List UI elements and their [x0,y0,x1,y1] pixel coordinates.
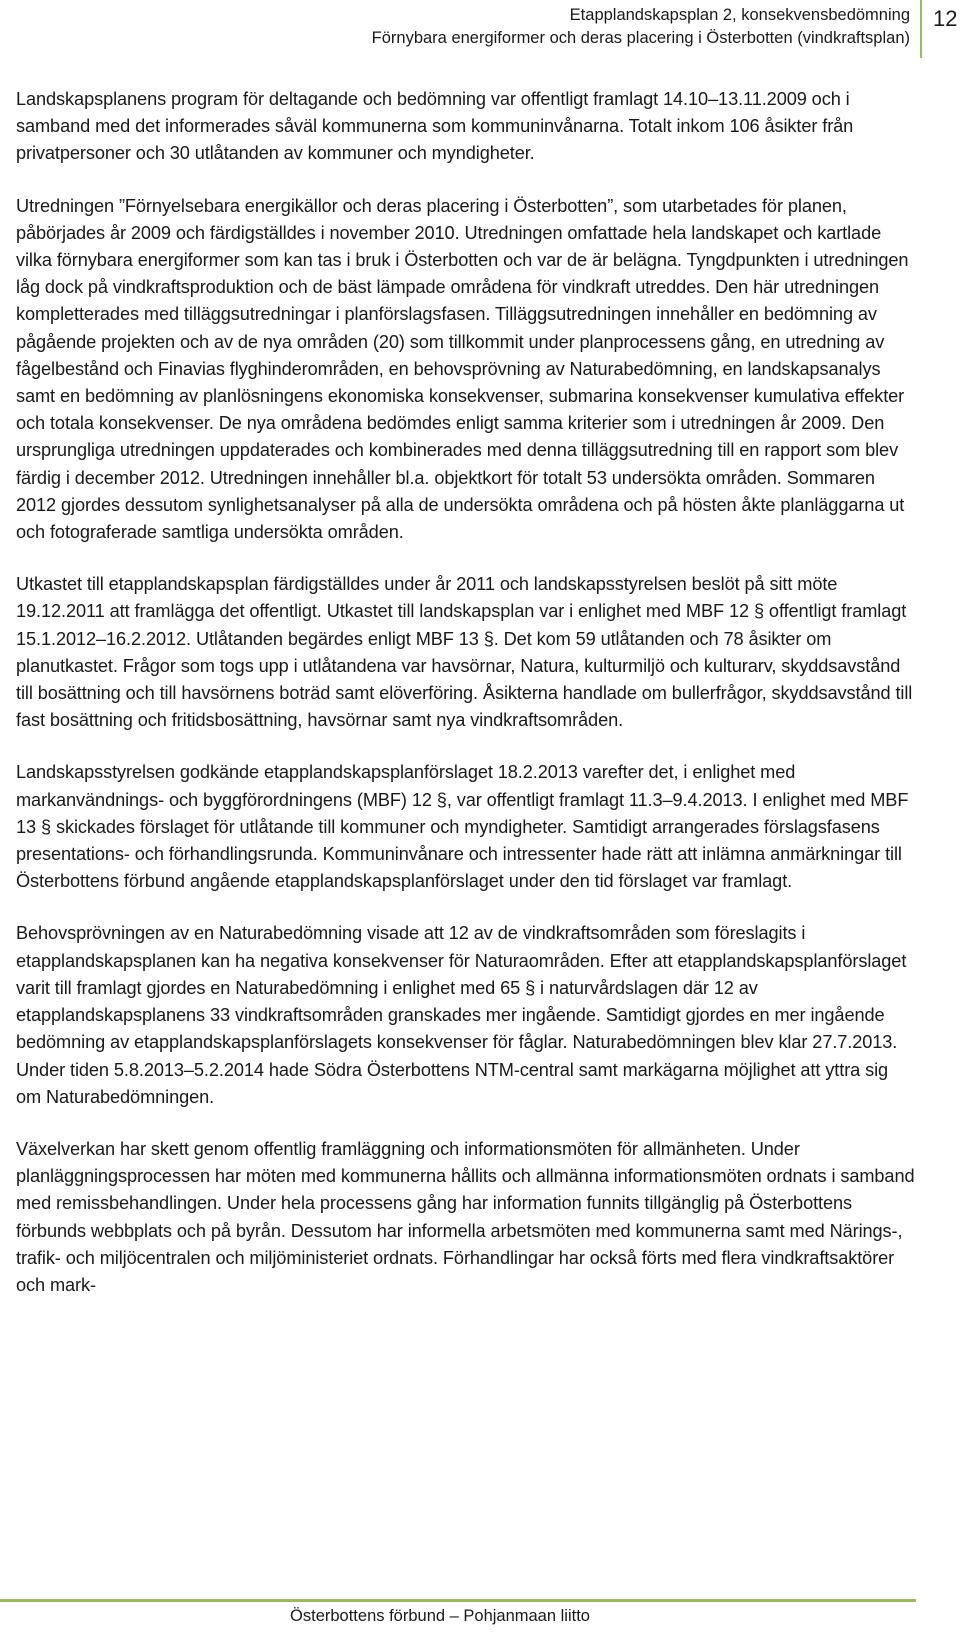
page-number: 12 [933,6,958,31]
header-title-line1: Etapplandskapsplan 2, konsekvensbedömning [569,6,910,24]
header-title-line2: Förnybara energiformer och deras placering i Österbotten (vindkraftsplan) [371,29,910,47]
footer-divider [0,1599,916,1602]
paragraph-utkastet: Utkastet till etapplandskapsplan färdigställdes under år 2011 och landskapsstyrelsen beslöt på sitt möte 19.12.2011 att framlägga det offentligt. Utkastet till landskapsplan var i enlighet med MBF 12 § offentligt framlagt 15.1.2012–16.2.2012. Utlåtanden begärdes enligt MBF 13 §. Det kom 59 utlåtanden och 78 åsikter om planutkastet. Frågor som togs upp i utlåtandena var havsörnar, Natura, kulturmiljö och kulturarv, skyddsavstånd till bosättning och till havsörnens boträd samt elöverföring. Åsikterna handlade om bullerfrågor, skyddsavstånd till fast bosättning och fritidsbosättning, havsörnar samt nya vindkraftsområden. [16,574,913,731]
header-divider [920,0,922,58]
paragraph-program-deltagande: Landskapsplanens program för deltagande och bedömning var offentligt framlagt 14.10–13.11.2009 och i samband med det informerades såväl kommunerna som kommuninvånarna. Totalt inkom 106 åsikter från privatpersoner och 30 utlåtanden av kommuner och myndigheter. [16,89,854,164]
paragraph-utredningen: Utredningen ”Förnyelsebara energikällor och deras placering i Österbotten”, som utarbetades för planen, påbörjades år 2009 och färdigställdes i november 2010. Utredningen omfattade hela landskapet och kartlade vilka förnybara energiformer som kan tas i bruk i Österbotten och var de är belägna. Tyngdpunkten i utredningen låg dock på vindkraftsproduktion och de bäst lämpade områdena för vindkraft utreddes. Den här utredningen kompletterades med tilläggsutredningar i planförslagsfasen. Tilläggsutredningen innehåller en bedömning av pågående projekten och av de nya områden (20) som tillkommit under planprocessens gång, en utredning av fågelbestånd och Finavias flyghinderområden, en behovsprövning av Naturabedömning, en landskapsanalys samt en bedömning av planlösningens ekonomiska konsekvenser, submarina konsekvenser kumulativa effekter och totala konsekvenser. De nya områdena bedömdes enligt samma kriterier som i utredningen år 2009. Den ursprungliga utredningen uppdaterades och kombinerades med denna tilläggsutredning till en rapport som blev färdig i december 2012. Utredningen innehåller bl.a. objektkort för totalt 53 undersökta områden. Sommaren 2012 gjordes dessutom synlighetsanalyser på alla de undersökta områdena och på hösten åkte planläggarna ut och fotograferade samtliga undersökta områden. [16,195,909,543]
footer-text: Österbottens förbund – Pohjanmaan liitto [290,1607,590,1625]
page-header [0,0,960,60]
paragraph-naturabedomning: Behovsprövningen av en Naturabedömning visade att 12 av de vindkraftsområden som föreslagits i etapplandskapsplanen kan ha negativa konsekvenser för Naturaområden. Efter att etapplandskapsplanförslaget varit till framlagt gjordes en Naturabedömning i enlighet med 65 § i naturvårdslagen där 12 av etapplandskapsplanens 33 vindkraftsområden granskades mer ingående. Samtidigt gjordes en mer ingående bedömning av etapplandskapsplanförslagets konsekvenser för fåglar. Naturabedömningen blev klar 27.7.2013. Under tiden 5.8.2013–5.2.2014 hade Södra Österbottens NTM-central samt markägarna möjlighet att yttra sig om Naturabedömningen. [16,923,907,1107]
paragraph-vaxelverkan: Växelverkan har skett genom offentlig framläggning och informationsmöten för allmänheten. Under planläggningsprocessen har möten med kommunerna hållits och allmänna informationsmöten ordnats i samband med remissbehandlingen. Under hela processens gång har information funnits tillgänglig på Österbottens förbunds webbplats och på byrån. Dessutom har informella arbetsmöten med kommunerna samt med Närings-, trafik- och miljöcentralen och miljöministeriet ordnats. Förhandlingar har också förts med flera vindkraftsaktörer och mark- [16,1138,915,1295]
paragraph-planforslaget: Landskapsstyrelsen godkände etapplandskapsplanförslaget 18.2.2013 varefter det, i enlighet med markanvändnings- och byggförordningens (MBF) 12 §, var offentligt framlagt 11.3–9.4.2013. I enlighet med MBF 13 § skickades förslaget för utlåtande till kommuner och myndigheter. Samtidigt arrangerades förslagsfasens presentations- och förhandlingsrunda. Kommuninvånare och intressenter hade rätt att inlämna anmärkningar till Österbottens förbund angående etapplandskapsplanförslaget under den tid förslaget var framlagt. [16,762,909,892]
header-titles [372,4,910,50]
body-text [16,86,916,1324]
